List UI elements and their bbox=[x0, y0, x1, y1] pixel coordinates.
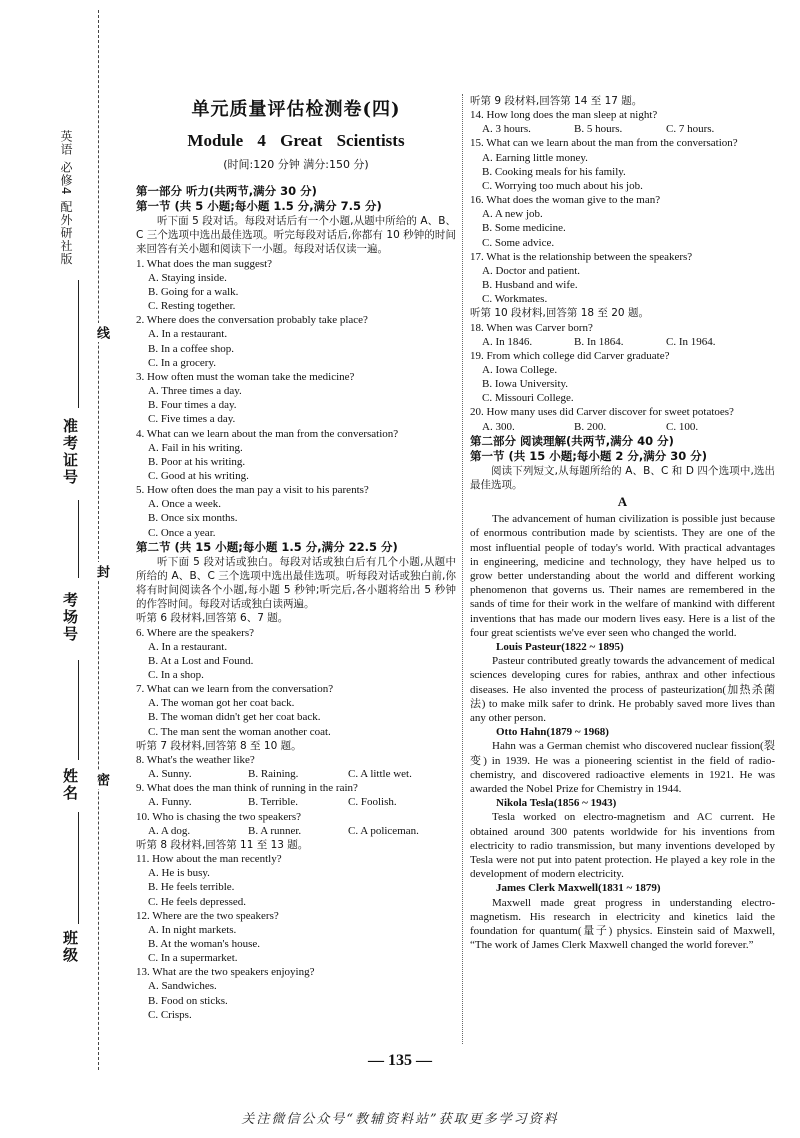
exam-meta: (时间:120 分钟 满分:150 分) bbox=[223, 158, 369, 171]
question-20: 20. How many uses did Carver discover for sweet potatoes? A. 300. B. 200. C. 100. bbox=[470, 406, 734, 433]
question-6: 6. Where are the speakers? A. In a restaurant. B. At a Lost and Found. C. In a shop. bbox=[136, 626, 254, 681]
note-material-6: 听第 6 段材料,回答第 6、7 题。 bbox=[136, 612, 289, 625]
question-8: 8. What's the weather like? A. Sunny. B. Raining. C. A little wet. bbox=[136, 753, 412, 781]
page-number: — 135 — bbox=[368, 1052, 432, 1069]
question-10: 10. Who is chasing the two speakers? A. A dog. B. A runner. C. A policeman. bbox=[136, 810, 419, 837]
question-12: 12. Where are the two speakers? A. In night markets. B. At the woman's house. C. In a supermarket. bbox=[136, 909, 279, 965]
scientist-3-text: Tesla worked on electro-magnetism and AC current. He obtained around 300 patents worldwide for his inventions from electricity to radio transmission, but many inventions developed by Tesla were not put into patent protection. He played a key role in the development of modern electricity. bbox=[470, 811, 775, 881]
scientist-1-name: Louis Pasteur(1822 ~ 1895) bbox=[496, 641, 624, 654]
passage-label: A bbox=[617, 494, 628, 510]
line-mark: 线 bbox=[92, 323, 111, 342]
question-5: 5. How often does the man pay a visit to his parents? A. Once a week. B. Once six months. C. Once a year. bbox=[136, 484, 369, 539]
ticket-fill-line bbox=[78, 280, 79, 408]
passage-intro: The advancement of human civilization is possible just because of enormous contribution made by scientists. They are one of the most influential people of today's world. With practical advantages in engineering, medicine and technology, they have helped us to grow better understanding about the world and different working phenomenon that governs us. Their names are remembered in the sands of time for their work in the welfare of mankind with different inventions that has made our modern lives easy. Here is a list of the four great scientists we've ever seen who changed the world. bbox=[470, 513, 775, 639]
seal-mark: 密 bbox=[92, 770, 111, 789]
part1-title: 第一部分 听力(共两节,满分 30 分) bbox=[136, 184, 317, 199]
seal-mark-2: 封 bbox=[92, 562, 111, 581]
right-column bbox=[470, 94, 775, 952]
question-7: 7. What can we learn from the conversation? A. The woman got her coat back. B. The woman didn't get her coat back. C. The man sent the woman another coat. bbox=[136, 683, 334, 738]
question-15: 15. What can we learn about the man from the conversation? A. Earning little money. B. Cooking meals for his family. C. Worrying too much about his job. bbox=[470, 137, 738, 192]
question-1: 1. What does the man suggest? A. Staying inside. B. Going for a walk. C. Resting together. bbox=[136, 257, 273, 313]
question-13: 13. What are the two speakers enjoying? A. Sandwiches. B. Food on sticks. C. Crisps. bbox=[136, 966, 315, 1021]
publisher-label: 英语 必修4 配外研社版 bbox=[59, 130, 73, 266]
room-label: 考场号 bbox=[61, 592, 79, 643]
question-4: 4. What can we learn about the man from the conversation? A. Fail in his writing. B. Poor at his writing. C. Good at his writing. bbox=[136, 427, 399, 482]
question-9: 9. What does the man think of running in the rain? A. Funny. B. Terrible. C. Foolish. bbox=[136, 782, 397, 809]
note-material-10: 听第 10 段材料,回答第 18 至 20 题。 bbox=[470, 307, 649, 320]
part1-sec1-title: 第一节 (共 5 小题;每小题 1.5 分,满分 7.5 分) bbox=[136, 199, 382, 214]
question-11: 11. How about the man recently? A. He is busy. B. He feels terrible. C. He feels depressed. bbox=[136, 853, 282, 908]
part1-sec1-instructions: 听下面 5 段对话。每段对话后有一个小题,从题中所给的 A、B、C 三个选项中选出最佳选项。听完每段对话后,你都有 10 秒钟的时间来回答有关小题和阅读下一小题。每段对话仅读一遍。 bbox=[136, 215, 456, 256]
note-material-8: 听第 8 段材料,回答第 11 至 13 题。 bbox=[136, 838, 309, 851]
scientist-4-text: Maxwell made great progress in understanding electro-magnetism. His research in electricity and kinetics laid the foundation for quantum(量子) physics. Einstein said of Maxwell, “The work of James Clerk Maxwell changed the world forever.” bbox=[470, 896, 775, 952]
question-2: 2. Where does the conversation probably take place? A. In a restaurant. B. In a coffee shop. C. In a grocery. bbox=[136, 314, 368, 369]
question-18: 18. When was Carver born? A. In 1846. B. In 1864. C. In 1964. bbox=[470, 321, 716, 348]
scientist-4-name: James Clerk Maxwell(1831 ~ 1879) bbox=[496, 882, 661, 895]
ticket-label: 准考证号 bbox=[61, 418, 79, 486]
part2-sec1-title: 第一节 (共 15 小题;每小题 2 分,满分 30 分) bbox=[470, 448, 708, 463]
part2-sec1-instructions: 阅读下列短文,从每题所给的 A、B、C 和 D 四个选项中,选出最佳选项。 bbox=[470, 464, 775, 491]
name-fill-line bbox=[78, 812, 79, 924]
module-title: Module 4 Great Scientists bbox=[187, 131, 405, 150]
scientist-1-text: Pasteur contributed greatly towards the advancement of medical sciences developing cures for rabies, anthrax and other infectious diseases. He also invented the process of pasteurization(加热杀菌法) to make milk safer to drink. He probably saved more lives than any other person. bbox=[470, 655, 775, 725]
question-3: 3. How often must the woman take the medicine? A. Three times a day. B. Four times a day. C. Five times a day. bbox=[136, 370, 355, 426]
room-fill-line bbox=[78, 660, 79, 760]
cut-line bbox=[98, 10, 99, 1070]
part2-title: 第二部分 阅读理解(共两节,满分 40 分) bbox=[470, 433, 674, 448]
part1-sec2-title: 第二节 (共 15 小题;每小题 1.5 分,满分 22.5 分) bbox=[136, 539, 398, 554]
question-16: 16. What does the woman give to the man? A. A new job. B. Some medicine. C. Some advice. bbox=[470, 194, 661, 249]
note-material-9: 听第 9 段材料,回答第 14 至 17 题。 bbox=[470, 95, 643, 107]
part1-sec2-instructions: 听下面 5 段对话或独白。每段对话或独白后有几个小题,从题中所给的 A、B、C 三个选项中选出最佳选项。听每段对话或独白前,你将有时间阅读各个小题,每小题 5 秒钟;听完后,各小题将给出 5 秒钟的作答时间。每段对话或独白读两遍。 bbox=[136, 555, 456, 611]
scientist-2-name: Otto Hahn(1879 ~ 1968) bbox=[496, 726, 609, 739]
footer-note: 关注微信公众号“教辅资料站”获取更多学习资料 bbox=[241, 1112, 559, 1127]
scientist-3-name: Nikola Tesla(1856 ~ 1943) bbox=[496, 797, 617, 810]
class-label: 班级 bbox=[61, 930, 79, 964]
question-17: 17. What is the relationship between the speakers? A. Doctor and patient. B. Husband and wife. C. Workmates. bbox=[470, 250, 693, 306]
column-divider bbox=[462, 94, 463, 1044]
question-19: 19. From which college did Carver graduate? A. Iowa College. B. Iowa University. C. Missouri College. bbox=[470, 349, 670, 405]
note-material-7: 听第 7 段材料,回答第 8 至 10 题。 bbox=[136, 739, 302, 752]
page-title: 单元质量评估检测卷(四) bbox=[191, 99, 401, 120]
question-14: 14. How long does the man sleep at night? A. 3 hours. B. 5 hours. C. 7 hours. bbox=[470, 109, 715, 136]
left-column bbox=[136, 96, 456, 1022]
binding-margin bbox=[0, 0, 118, 1138]
name-label: 姓名 bbox=[61, 768, 79, 802]
ticket-fill-line-2 bbox=[78, 500, 79, 578]
scientist-2-text: Hahn was a German chemist who discovered nuclear fission(裂变) in 1939. He was a pioneering scientist in the field of radio-chemistry, and discovered radioactive elements in 1921. He was awarded the Nobel Prize for Chemistry in 1944. bbox=[470, 740, 775, 795]
